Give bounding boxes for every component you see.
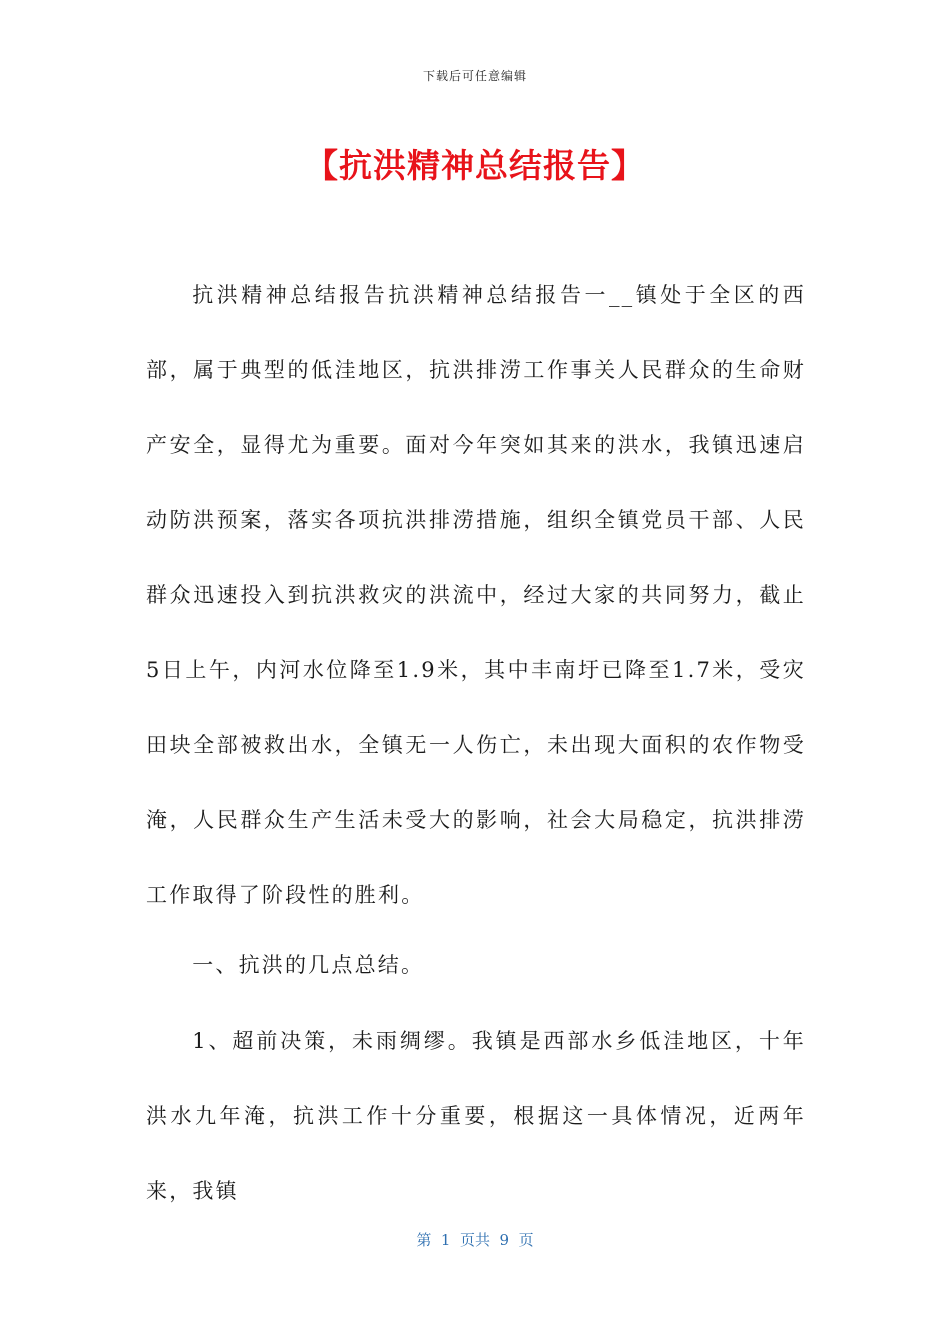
section-heading <box>146 928 806 1003</box>
paragraph-text: 抗洪精神总结报告抗洪精神总结报告一__镇处于全区的西部，属于典型的低洼地区，抗洪排涝工作事关人民群众的生命财产安全，显得尤为重要。面对今年突如其来的洪水，我镇迅速启动防洪预案，落实各项抗洪排涝措施，组织全镇党员干部、人民群众迅速投入到抗洪救灾的洪流中，经过大家的共同努力，截止5日上午，内河水位降至1.9米，其中丰南圩已降至1.7米，受灾田块全部被救出水，全镇无一人伤亡，未出现大面积的农作物受淹，人民群众生产生活未受大的影响，社会大局稳定，抗洪排涝工作取得了阶段性的胜利。 <box>146 283 806 907</box>
header-note: 下载后可任意编辑 <box>422 69 527 83</box>
paragraph-point-1 <box>146 1004 806 1229</box>
paragraph-intro <box>146 258 806 933</box>
document-title: 【抗洪精神总结报告】 <box>305 146 645 185</box>
section-heading-text: 一、抗洪的几点总结。 <box>192 953 425 977</box>
paragraph-text: 1、超前决策，未雨绸缪。我镇是西部水乡低洼地区，十年洪水九年淹，抗洪工作十分重要，根据这一具体情况，近两年来，我镇 <box>146 1029 806 1203</box>
page-number-footer: 第 1 页共 9 页 <box>416 1231 534 1249</box>
